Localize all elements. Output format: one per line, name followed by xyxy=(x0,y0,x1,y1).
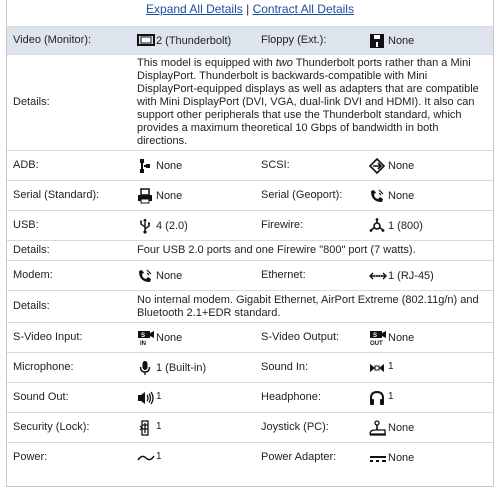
serial-standard-value: None xyxy=(131,181,255,211)
details-label: Details: xyxy=(13,300,50,312)
power-adapter-label: Power Adapter: xyxy=(261,451,337,464)
firewire-value: 1 (800) xyxy=(363,211,493,241)
ethernet-value: 1 (RJ-45) xyxy=(363,261,493,291)
floppy-icon xyxy=(369,33,385,49)
lock-icon xyxy=(137,420,153,436)
adb-value: None xyxy=(131,151,255,181)
serial-geoport-value: None xyxy=(363,181,493,211)
table-row xyxy=(7,413,493,443)
svideo-output-label: S-Video Output: xyxy=(261,331,340,343)
modem-value: None xyxy=(131,261,255,291)
table-row xyxy=(7,241,493,261)
ac-power-icon xyxy=(137,450,153,466)
ethernet-label: Ethernet: xyxy=(261,269,306,281)
details-text: This model is equipped with two Thunderbolt ports rather than a Mini DisplayPort. Thunderbolt is backwards-compatible with Mini DisplayPort-equipped displays as well as adapters that are compatible with Mini DisplayPort (DVI, VGA, dual-link DVI and HDMI). It also can support other peripherals that use the Thunderbolt standard, which provides a maximum theoretical 10 Gbps of bandwidth in both directions. xyxy=(137,57,479,147)
joystick-label: Joystick (PC): xyxy=(261,421,329,433)
svideo-in-icon xyxy=(137,330,153,346)
security-value: 1 xyxy=(131,413,255,443)
table-row xyxy=(7,211,493,241)
microphone-value: 1 (Built-in) xyxy=(131,353,255,383)
contract-all-link[interactable]: Contract All Details xyxy=(252,2,354,16)
table-row xyxy=(7,181,493,211)
scsi-icon xyxy=(369,158,385,174)
usb-label: USB: xyxy=(13,219,39,231)
power-label: Power: xyxy=(13,451,48,464)
ethernet-icon xyxy=(369,268,385,284)
monitor-icon xyxy=(137,33,153,49)
floppy-label: Floppy (Ext.): xyxy=(261,34,327,46)
table-row xyxy=(7,261,493,291)
sound-in-icon xyxy=(369,360,385,376)
svideo-out-icon xyxy=(369,330,385,346)
headphone-icon xyxy=(369,390,385,406)
specs-panel xyxy=(6,0,494,487)
power-adapter-value: None xyxy=(363,443,493,473)
svideo-in-icon-bottom: IN xyxy=(140,340,146,346)
scsi-value: None xyxy=(363,151,493,181)
phone-icon xyxy=(137,268,153,284)
dc-power-icon xyxy=(369,450,385,466)
microphone-icon xyxy=(137,360,153,376)
speaker-icon xyxy=(137,390,153,406)
specs-table xyxy=(7,26,493,473)
table-row xyxy=(7,383,493,413)
adb-icon xyxy=(137,158,153,174)
svideo-out-icon-bottom: OUT xyxy=(370,340,383,346)
power-value: 1 xyxy=(131,443,255,473)
video-value: 2 (Thunderbolt) xyxy=(131,27,255,55)
toolbar xyxy=(7,0,493,26)
sound-out-label: Sound Out: xyxy=(13,391,69,403)
printer-icon xyxy=(137,188,153,204)
video-label: Video (Monitor): xyxy=(13,34,92,46)
joystick-value: None xyxy=(363,413,493,443)
table-row xyxy=(7,27,493,55)
table-row xyxy=(7,323,493,353)
sound-in-label: Sound In: xyxy=(261,361,309,373)
sound-out-value: 1 xyxy=(131,383,255,413)
joystick-icon xyxy=(369,420,385,436)
usb-icon xyxy=(137,218,153,234)
serial-standard-label: Serial (Standard): xyxy=(13,189,100,201)
microphone-label: Microphone: xyxy=(13,361,74,373)
serial-geoport-label: Serial (Geoport): xyxy=(261,189,343,201)
table-row xyxy=(7,443,493,473)
sound-in-value: 1 xyxy=(363,353,493,383)
table-row xyxy=(7,55,493,151)
firewire-label: Firewire: xyxy=(261,219,304,231)
details-text: Four USB 2.0 ports and one Firewire "800" port (7 watts). xyxy=(137,244,416,256)
headphone-value: 1 xyxy=(363,383,493,413)
adb-label: ADB: xyxy=(13,159,39,171)
table-row xyxy=(7,151,493,181)
svideo-in-icon-top: S xyxy=(141,332,146,339)
svideo-output-value: S OUT None xyxy=(370,331,415,346)
headphone-label: Headphone: xyxy=(261,391,321,403)
usb-value: 4 (2.0) xyxy=(131,211,255,241)
svideo-input-label: S-Video Input: xyxy=(13,331,83,343)
svideo-input-value: S IN None xyxy=(131,323,255,353)
table-row xyxy=(7,291,493,323)
details-text: No internal modem. Gigabit Ethernet, AirPort Extreme (802.11g/n) and Bluetooth 2.1+EDR standard. xyxy=(137,293,479,319)
details-label: Details: xyxy=(13,244,50,256)
svideo-out-icon-top: S xyxy=(373,332,378,339)
expand-all-link[interactable]: Expand All Details xyxy=(146,2,243,16)
separator: | xyxy=(246,2,250,16)
modem-label: Modem: xyxy=(13,269,53,281)
details-label: Details: xyxy=(13,96,50,108)
security-label: Security (Lock): xyxy=(13,421,90,433)
table-row xyxy=(7,353,493,383)
firewire-icon xyxy=(369,218,385,234)
scsi-label: SCSI: xyxy=(261,159,290,171)
phone-icon xyxy=(369,188,385,204)
floppy-value: None xyxy=(363,27,493,55)
